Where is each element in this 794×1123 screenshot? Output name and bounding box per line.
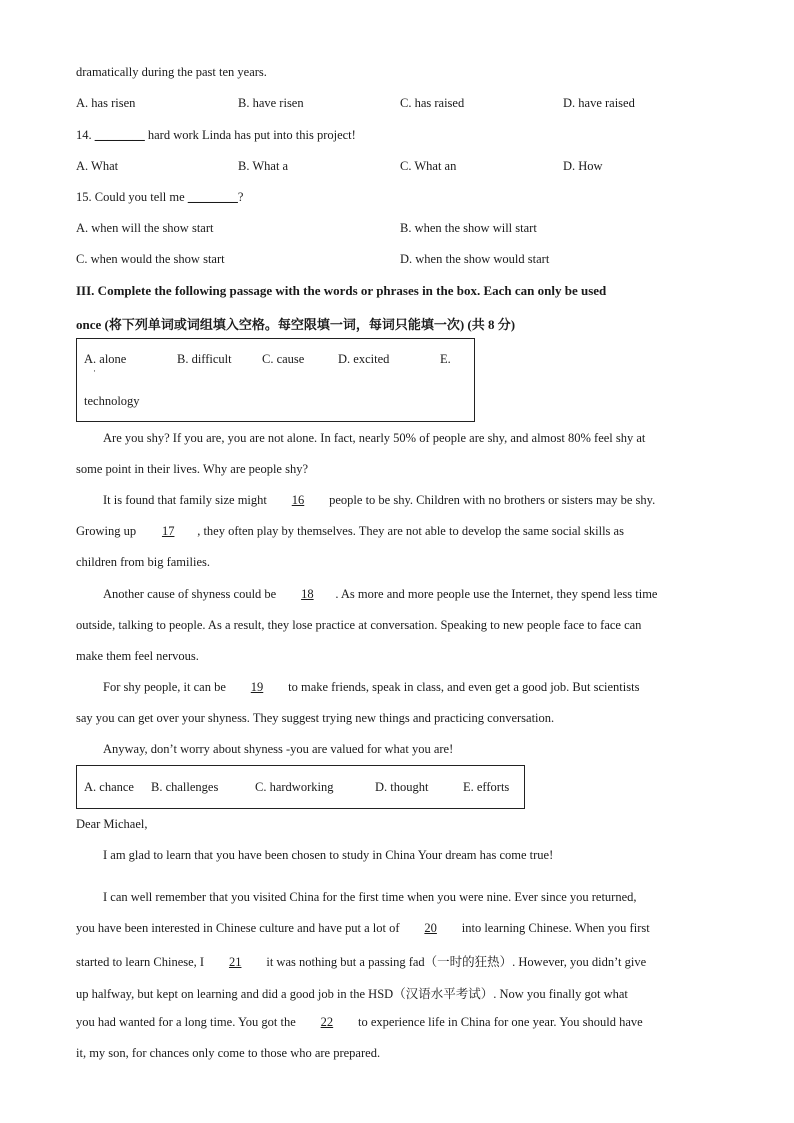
passage1-p2-line1 <box>103 493 655 508</box>
word-box-1-item-c: C. cause <box>262 352 305 366</box>
word-box-2-item-b: B. challenges <box>151 780 219 794</box>
text-segment: Growing up <box>76 524 140 538</box>
q14-blank: ________ <box>94 128 145 142</box>
q14-option-d[interactable]: D. How <box>563 159 603 173</box>
word-box-1-item-b: B. difficult <box>177 352 232 366</box>
blank-20[interactable]: 20 <box>424 921 437 935</box>
q14-text <box>76 128 356 143</box>
blank-16[interactable]: 16 <box>291 493 305 507</box>
q15-lead: 15. Could you tell me <box>76 190 188 204</box>
blank-18[interactable]: 18 <box>301 587 314 601</box>
letter-greeting: Dear Michael, <box>76 817 148 831</box>
text-segment: Your dream has come true! <box>415 848 554 862</box>
text-segment: it was nothing but a passing fad（一时的狂热）. However, you didn’t give <box>263 955 647 969</box>
q14-option-a[interactable]: A. What <box>76 159 119 173</box>
letter-p2-line1: I can well remember that you visited China for the first time when you were nine. Ever since you returned, <box>103 890 637 904</box>
text-segment: I am glad to learn that you have been chosen to study in China <box>103 848 416 862</box>
q15-end: ? <box>237 190 244 204</box>
q13-option-b[interactable]: B. have risen <box>238 96 304 110</box>
section-3-heading-line1: III. Complete the following passage with the words or phrases in the box. Each can only be used <box>76 283 607 298</box>
text-segment: . As more and more people use the Internet, they spend less time <box>335 587 658 601</box>
text-segment: , they often play by themselves. They are not able to develop the same social skills as <box>197 524 624 538</box>
text-segment: to experience life in China for one year. You should have <box>354 1015 643 1029</box>
passage1-p3-line2: outside, talking to people. As a result, they lose practice at conversation. Speaking to new people face to face can <box>76 618 642 632</box>
letter-p2-line5 <box>76 1015 643 1030</box>
text-segment: For shy people, it can be <box>103 680 230 694</box>
q14-rest: hard work Linda has put into this project! <box>144 128 356 142</box>
passage1-p1-line2: some point in their lives. Why are people shy? <box>76 462 309 476</box>
word-box-1-item-d: D. excited <box>338 352 390 366</box>
passage1-p3-line1 <box>103 587 657 602</box>
q15-option-a[interactable]: A. when will the show start <box>76 221 214 235</box>
q13-option-c[interactable]: C. has raised <box>400 96 465 110</box>
passage1-p5: Anyway, don’t worry about shyness -you are valued for what you are! <box>103 742 454 756</box>
letter-p2-line6: it, my son, for chances only come to those who are prepared. <box>76 1046 381 1060</box>
passage1-p2-line2 <box>76 524 624 539</box>
word-box-1-item-e: E. <box>440 352 451 366</box>
word-box-2 <box>76 765 525 809</box>
word-box-2-item-c: C. hardworking <box>255 780 334 794</box>
word-box-1-item-a: A. alone <box>84 352 127 366</box>
q13-option-a[interactable]: A. has risen <box>76 96 136 110</box>
blank-22[interactable]: 22 <box>320 1015 334 1029</box>
text-segment: started to learn Chinese, I <box>76 955 208 969</box>
word-box-1-item-e-text: technology <box>84 394 140 408</box>
passage1-p2-line3: children from big families. <box>76 555 210 569</box>
letter-p2-line2 <box>76 921 650 936</box>
text-segment: you had wanted for a long time. You got the <box>76 1015 299 1029</box>
letter-p2-line3 <box>76 952 646 970</box>
q15-blank: ________ <box>187 190 238 204</box>
q15-option-c[interactable]: C. when would the show start <box>76 252 225 266</box>
q14-option-b[interactable]: B. What a <box>238 159 289 173</box>
word-box-2-item-d: D. thought <box>375 780 429 794</box>
q13-option-d[interactable]: D. have raised <box>563 96 635 110</box>
text-segment: into learning Chinese. When you first <box>458 921 650 935</box>
word-box-2-item-a: A. chance <box>84 780 134 794</box>
text-segment: It is found that family size might <box>103 493 270 507</box>
text-segment: you have been interested in Chinese culture and have put a lot of <box>76 921 403 935</box>
q13-text: dramatically during the past ten years. <box>76 65 267 79</box>
text-segment: to make friends, speak in class, and even get a good job. But scientists <box>285 680 640 694</box>
text-segment: people to be shy. Children with no brothers or sisters may be shy. <box>326 493 656 507</box>
letter-line1 <box>103 848 553 863</box>
passage1-p3-line3: make them feel nervous. <box>76 649 199 663</box>
text-segment: Another cause of shyness could be <box>103 587 280 601</box>
word-box-1 <box>76 338 475 422</box>
section-3-heading-line2: once (将下列单词或词组填入空格。每空限填一词，每词只能填一次) (共 8 分) <box>76 317 516 332</box>
passage1-p4-line2: say you can get over your shyness. They suggest trying new things and practicing conversation. <box>76 711 555 725</box>
word-box-1-dot: · <box>93 366 96 376</box>
q15-option-d[interactable]: D. when the show would start <box>400 252 550 266</box>
passage1-p4-line1 <box>103 680 639 695</box>
q15-text <box>76 190 243 205</box>
passage1-p1-line1: Are you shy? If you are, you are not alone. In fact, nearly 50% of people are shy, and almost 80% feel shy at <box>103 431 646 445</box>
q15-option-b[interactable]: B. when the show will start <box>400 221 537 235</box>
blank-19[interactable]: 19 <box>250 680 264 694</box>
letter-p2-line4: up halfway, but kept on learning and did a good job in the HSD（汉语水平考试）. Now you finally got what <box>76 987 628 1001</box>
q14-option-c[interactable]: C. What an <box>400 159 457 173</box>
blank-21[interactable]: 21 <box>228 955 242 969</box>
blank-17[interactable]: 17 <box>161 524 175 538</box>
q14-number: 14. <box>76 128 92 142</box>
word-box-2-item-e: E. efforts <box>463 780 510 794</box>
